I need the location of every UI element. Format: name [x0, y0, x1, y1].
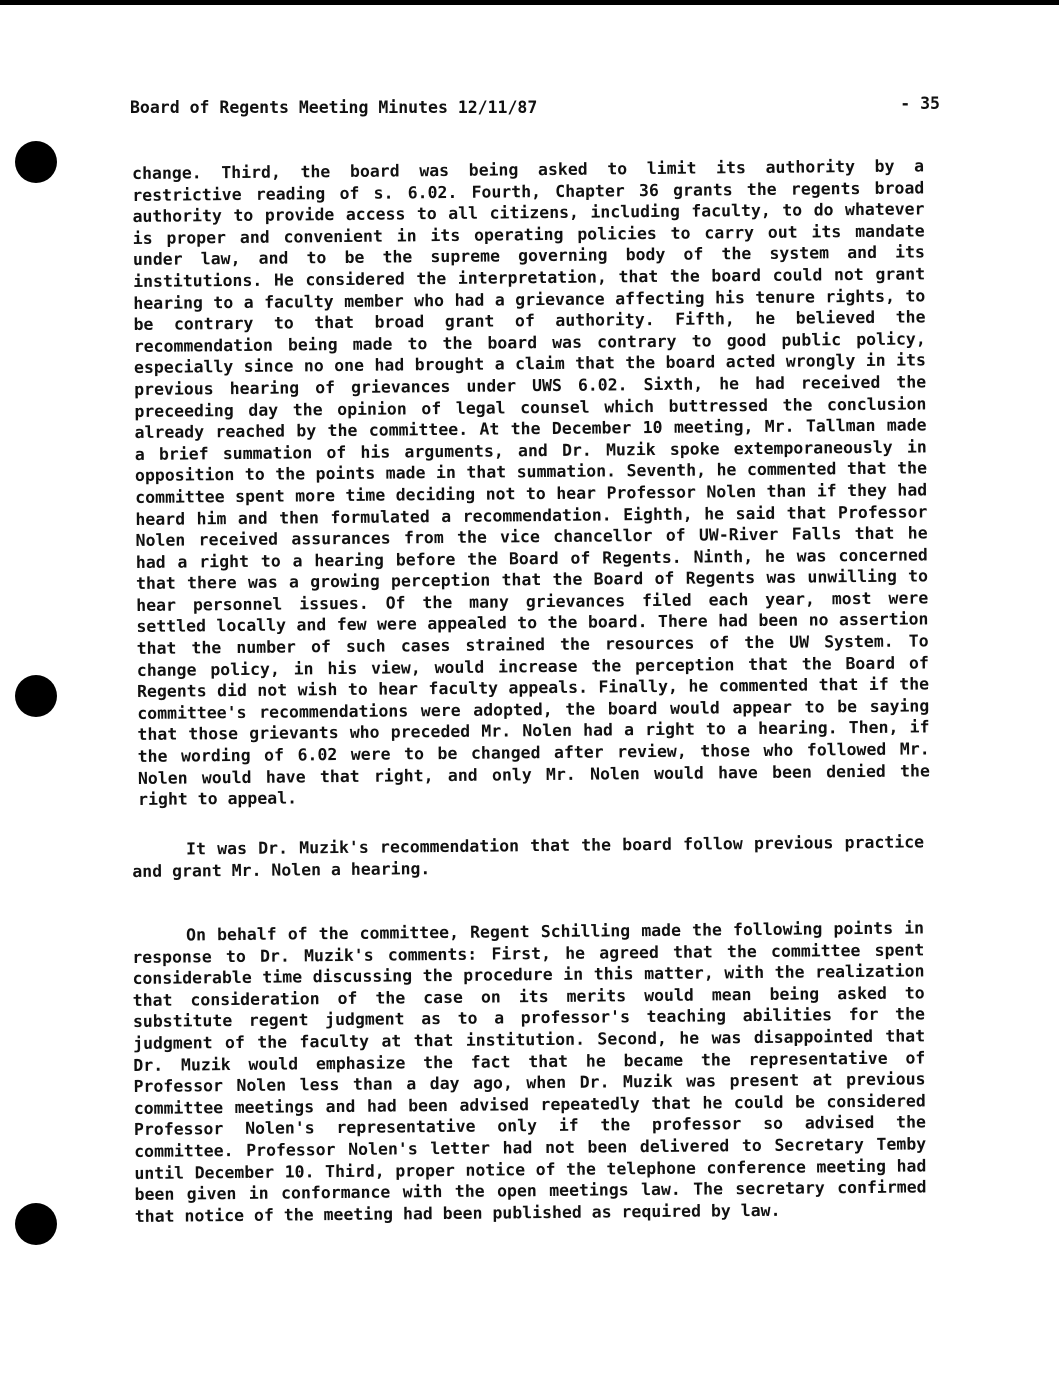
binder-hole-bottom	[15, 1203, 57, 1245]
page-top-edge	[0, 0, 1059, 5]
paragraph-continued: change. Third, the board was being asked to limit its authority by a restrictive reading of s. 6.02. Fourth, Chapter 36 grants the regents broad authority to provide access to all citizens, including faculty, to do whatever is proper and convenient in its operating policies to carry out its mandate under law, and to be the supreme governing body of the system and its institutions. He considered the interpretation, that the board could not grant hearing to a faculty member who had a grievance affecting his tenure rights, to be contrary to that broad grant of authority. Fifth, he believed the recommendation being made to the board was contrary to good public policy, especially since no one had brought a claim that the board acted wrongly in its previous hearing of grievances under UWS 6.02. Sixth, he had received the preceeding day the opinion of legal counsel which buttressed the conclusion already reached by the committee. At the December 10 meeting, Mr. Tallman made a brief summation of his arguments, and Dr. Muzik spoke extemporaneously in opposition to the points made in that summation. Seventh, he commented that the committee spent more time deciding not to hear Professor Nolen than if they had heard him and then formulated a recommendation. Eighth, he said that Professor Nolen received assurances from the vice chancellor of UW-River Falls that he had a right to a hearing before the Board of Regents. Ninth, he was concerned that there was a growing perception that the Board of Regents was unwilling to hear personnel issues. Of the many grievances filed each year, most were settled locally and few were appealed to the board. There had been no assertion that the number of such cases strained the resources of the UW System. To change policy, in his view, would increase the perception that the Board of Regents did not wish to hear faculty appeals. Finally, he commented that if the committee's recommendations were adopted, the board would appear to be saying that those grievants who preceded Mr. Nolen had a right to a hearing. Then, if the wording of 6.02 were to be changed after review, those who followed Mr. Nolen would have that right, and only Mr. Nolen would have been denied the right to appeal.	[132, 156, 930, 810]
header-title: Board of Regents Meeting Minutes 12/11/87	[130, 98, 538, 117]
binder-hole-top	[15, 141, 57, 183]
page-number: - 35	[900, 94, 940, 113]
binder-hole-middle	[15, 675, 57, 717]
paragraph-committee-response: On behalf of the committee, Regent Schilling made the following points in response to Dr. Muzik's comments: First, he agreed that the committee spent considerable time discussing the procedure in this matter, with the realization that consideration of the case on its merits would mean being asked to substitute regent judgment as to a professor's teaching abilities for the judgment of the faculty at that institution. Second, he was disappointed that Dr. Muzik would emphasize the fact that he became the representative of Professor Nolen less than a day ago, when Dr. Muzik was present at previous committee meetings and had been advised repeatedly that he could be considered Professor Nolen's representative only if the professor so advised the committee. Professor Nolen's letter had not been delivered to Secretary Temby until December 10. Third, proper notice of the telephone conference meeting had been given in conformance with the open meetings law. The secretary confirmed that notice of the meeting had been published as required by law.	[132, 918, 927, 1226]
page-header	[130, 94, 940, 126]
paragraph-recommendation: It was Dr. Muzik's recommendation that the board follow previous practice and grant Mr. Nolen a hearing.	[132, 832, 925, 881]
